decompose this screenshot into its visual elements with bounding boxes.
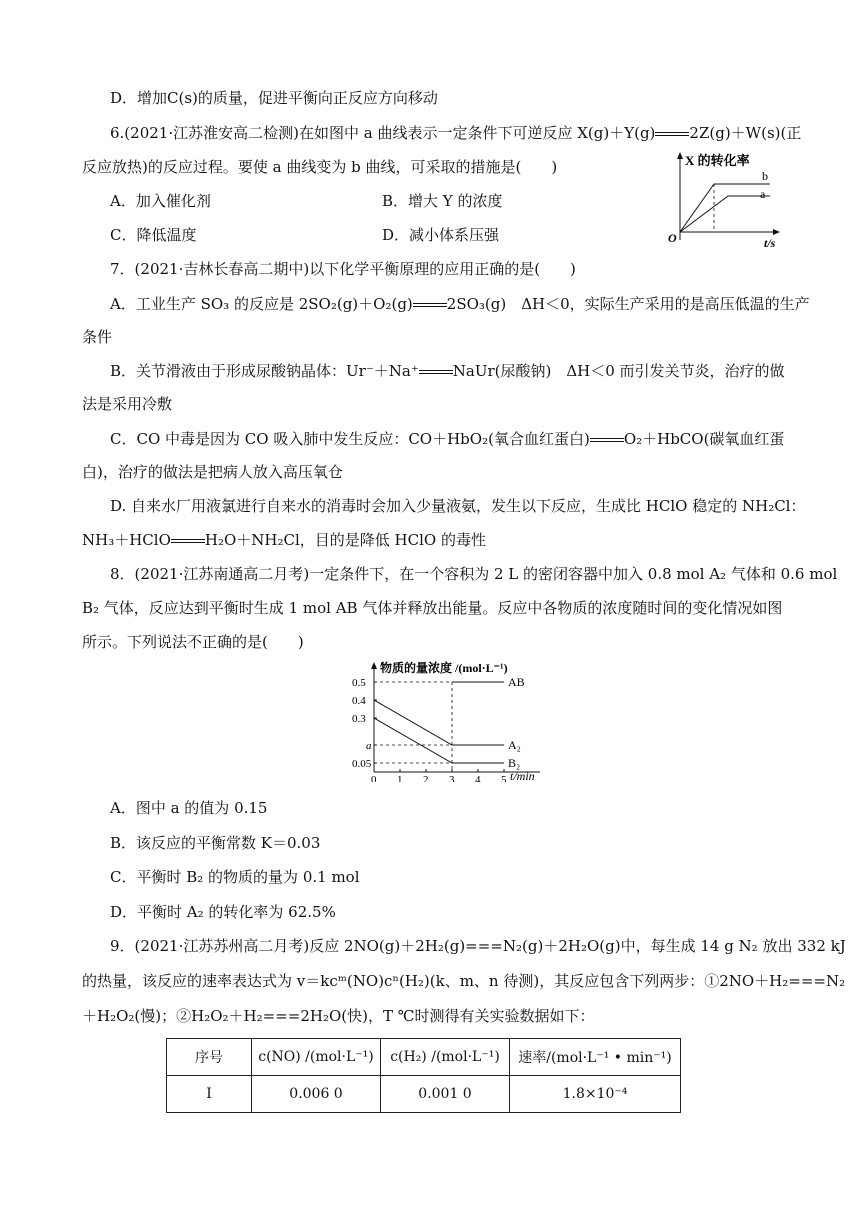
q9-data-table bbox=[166, 1038, 681, 1113]
x-tick-label: 2 bbox=[423, 774, 429, 782]
q7-c-part2: O₂＋HbCO(碳氧血红蛋 bbox=[623, 430, 785, 448]
q7-d-part1: NH₃＋HClO bbox=[82, 531, 171, 549]
q7-option-b-line2: 法是采用冷敷 bbox=[82, 395, 173, 413]
series-line-B₂ bbox=[374, 718, 504, 763]
series-label: A₂ bbox=[508, 738, 521, 752]
q6-curve-b bbox=[680, 184, 770, 232]
y-tick-label: 0.3 bbox=[352, 713, 366, 725]
x-tick-label: 5 bbox=[501, 774, 507, 782]
equilibrium-arrow-icon bbox=[590, 435, 624, 445]
q6-curve-a-label: a bbox=[760, 187, 766, 201]
q7-option-a-line2: 条件 bbox=[82, 328, 113, 346]
table-header: c(NO) /(mol·L⁻¹) bbox=[252, 1039, 381, 1076]
q7-stem: 7．(2021·吉林长春高二期中)以下化学平衡原理的应用正确的是( ) bbox=[110, 260, 576, 278]
table-cell: 0.006 0 bbox=[252, 1076, 381, 1113]
q5-option-d: D．增加C(s)的质量，促进平衡向正反应方向移动 bbox=[110, 89, 438, 107]
q7-option-c-line1 bbox=[110, 429, 784, 449]
q7-option-a-line1 bbox=[110, 294, 810, 314]
q7-option-b-line1 bbox=[110, 361, 785, 381]
q6-option-d: D．减小体系压强 bbox=[382, 226, 500, 244]
q6-y-label: X 的转化率 bbox=[685, 153, 750, 168]
q6-y-arrow-icon bbox=[677, 152, 683, 159]
equilibrium-arrow-icon bbox=[171, 536, 205, 546]
chart-x-label: t/min bbox=[510, 769, 535, 782]
x-tick-label: 1 bbox=[397, 774, 403, 782]
x-tick-label: 4 bbox=[475, 774, 481, 782]
q8-stem-line3: 所示。下列说法不正确的是( ) bbox=[82, 633, 304, 651]
q6-curve-b-label: b bbox=[762, 169, 768, 183]
q6-curve-a bbox=[680, 196, 770, 232]
chart-y-label: 物质的量浓度 /(mol·L⁻¹) bbox=[380, 661, 508, 675]
q6-option-c: C．降低温度 bbox=[110, 226, 197, 244]
q7-option-d-line1: D. 自来水厂用液氯进行自来水的消毒时会加入少量液氨，发生以下反应，生成比 HClO 稳定的 NH₂Cl： bbox=[110, 497, 806, 515]
table-cell: Ⅰ bbox=[167, 1076, 252, 1113]
y-tick-label: 0.4 bbox=[352, 695, 366, 707]
equilibrium-arrow-icon bbox=[655, 129, 689, 139]
equilibrium-arrow-icon bbox=[419, 367, 453, 377]
q7-b-part2: NaUr(尿酸钠) ΔH＜0 而引发关节炎，治疗的做 bbox=[452, 362, 785, 380]
q6-x-arrow-icon bbox=[773, 229, 780, 235]
y-tick-label: 0.05 bbox=[352, 758, 372, 770]
q7-option-c-line2: 白)，治疗的做法是把病人放入高压氧仓 bbox=[82, 463, 343, 481]
series-line-A₂ bbox=[374, 700, 504, 745]
table-row bbox=[167, 1076, 681, 1113]
chart-y-arrow-icon bbox=[371, 662, 377, 669]
concentration-time-chart bbox=[340, 660, 550, 782]
q9-stem-line3: ＋H₂O₂(慢)；②H₂O₂＋H₂===2H₂O(快)，T ℃时测得有关实验数据如下： bbox=[82, 1007, 595, 1025]
q6-stem-line1-b: 2Z(g)＋W(s)(正 bbox=[689, 124, 802, 142]
q8-option-d: D．平衡时 A₂ 的转化率为 62.5% bbox=[110, 903, 336, 921]
q8-option-a: A．图中 a 的值为 0.15 bbox=[110, 799, 268, 817]
q7-a-part2: 2SO₃(g) ΔH＜0，实际生产采用的是高压低温的生产 bbox=[446, 295, 810, 313]
x-tick-label: 0 bbox=[371, 774, 377, 782]
series-label: B₂ bbox=[508, 756, 521, 770]
q9-stem-line2: 的热量，该反应的速率表达式为 v＝kcᵐ(NO)cⁿ(H₂)(k、m、n 待测)，其反应包含下列两步：①2NO＋H₂===N₂ bbox=[82, 972, 846, 990]
series-label: AB bbox=[508, 675, 525, 689]
q7-b-part1: B．关节滑液由于形成尿酸钠晶体：Ur⁻＋Na⁺ bbox=[110, 362, 419, 380]
q8-option-b: B．该反应的平衡常数 K＝0.03 bbox=[110, 834, 321, 852]
q9-stem-line1: 9．(2021·江苏苏州高二月考)反应 2NO(g)＋2H₂(g)===N₂(g)＋2H₂O(g)中，每生成 14 g N₂ 放出 332 kJ bbox=[110, 937, 846, 955]
equilibrium-arrow-icon bbox=[413, 300, 447, 310]
q6-conversion-graph bbox=[660, 148, 790, 248]
q7-a-part1: A．工业生产 SO₃ 的反应是 2SO₂(g)＋O₂(g) bbox=[110, 295, 413, 313]
q8-stem-line2: B₂ 气体，反应达到平衡时生成 1 mol AB 气体并释放出能量。反应中各物质的浓度随时间的变化情况如图 bbox=[82, 599, 783, 617]
q7-d-part2: H₂O＋NH₂Cl，目的是降低 HClO 的毒性 bbox=[204, 531, 486, 549]
q7-option-d-line2 bbox=[82, 530, 486, 550]
y-tick-label: 0.5 bbox=[352, 677, 366, 689]
q6-stem-line1 bbox=[110, 123, 801, 143]
q8-stem-line1: 8．(2021·江苏南通高二月考)一定条件下，在一个容积为 2 L 的密闭容器中加入 0.8 mol A₂ 气体和 0.6 mol bbox=[110, 565, 838, 583]
table-header-row bbox=[167, 1039, 681, 1076]
table-cell: 1.8×10⁻⁴ bbox=[510, 1076, 681, 1113]
q6-stem-line1-a: 6.(2021·江苏淮安高二检测)在如图中 a 曲线表示一定条件下可逆反应 X(g)＋Y(g) bbox=[110, 124, 656, 142]
y-tick-label: a bbox=[366, 740, 372, 752]
q7-c-part1: C．CO 中毒是因为 CO 吸入肺中发生反应：CO＋HbO₂(氧合血红蛋白) bbox=[110, 430, 590, 448]
q6-option-b: B．增大 Y 的浓度 bbox=[382, 192, 503, 210]
q6-stem-line2: 反应放热)的反应过程。要使 a 曲线变为 b 曲线，可采取的措施是( ) bbox=[82, 158, 558, 176]
x-tick-label: 3 bbox=[449, 774, 455, 782]
table-header: c(H₂) /(mol·L⁻¹) bbox=[381, 1039, 510, 1076]
q6-origin-label: O bbox=[668, 231, 677, 245]
q6-option-a: A．加入催化剂 bbox=[110, 192, 211, 210]
q8-option-c: C．平衡时 B₂ 的物质的量为 0.1 mol bbox=[110, 868, 360, 886]
q6-x-label: t/s bbox=[764, 236, 776, 248]
table-cell: 0.001 0 bbox=[381, 1076, 510, 1113]
table-header: 速率/(mol·L⁻¹ • min⁻¹) bbox=[510, 1039, 681, 1076]
table-header: 序号 bbox=[167, 1039, 252, 1076]
